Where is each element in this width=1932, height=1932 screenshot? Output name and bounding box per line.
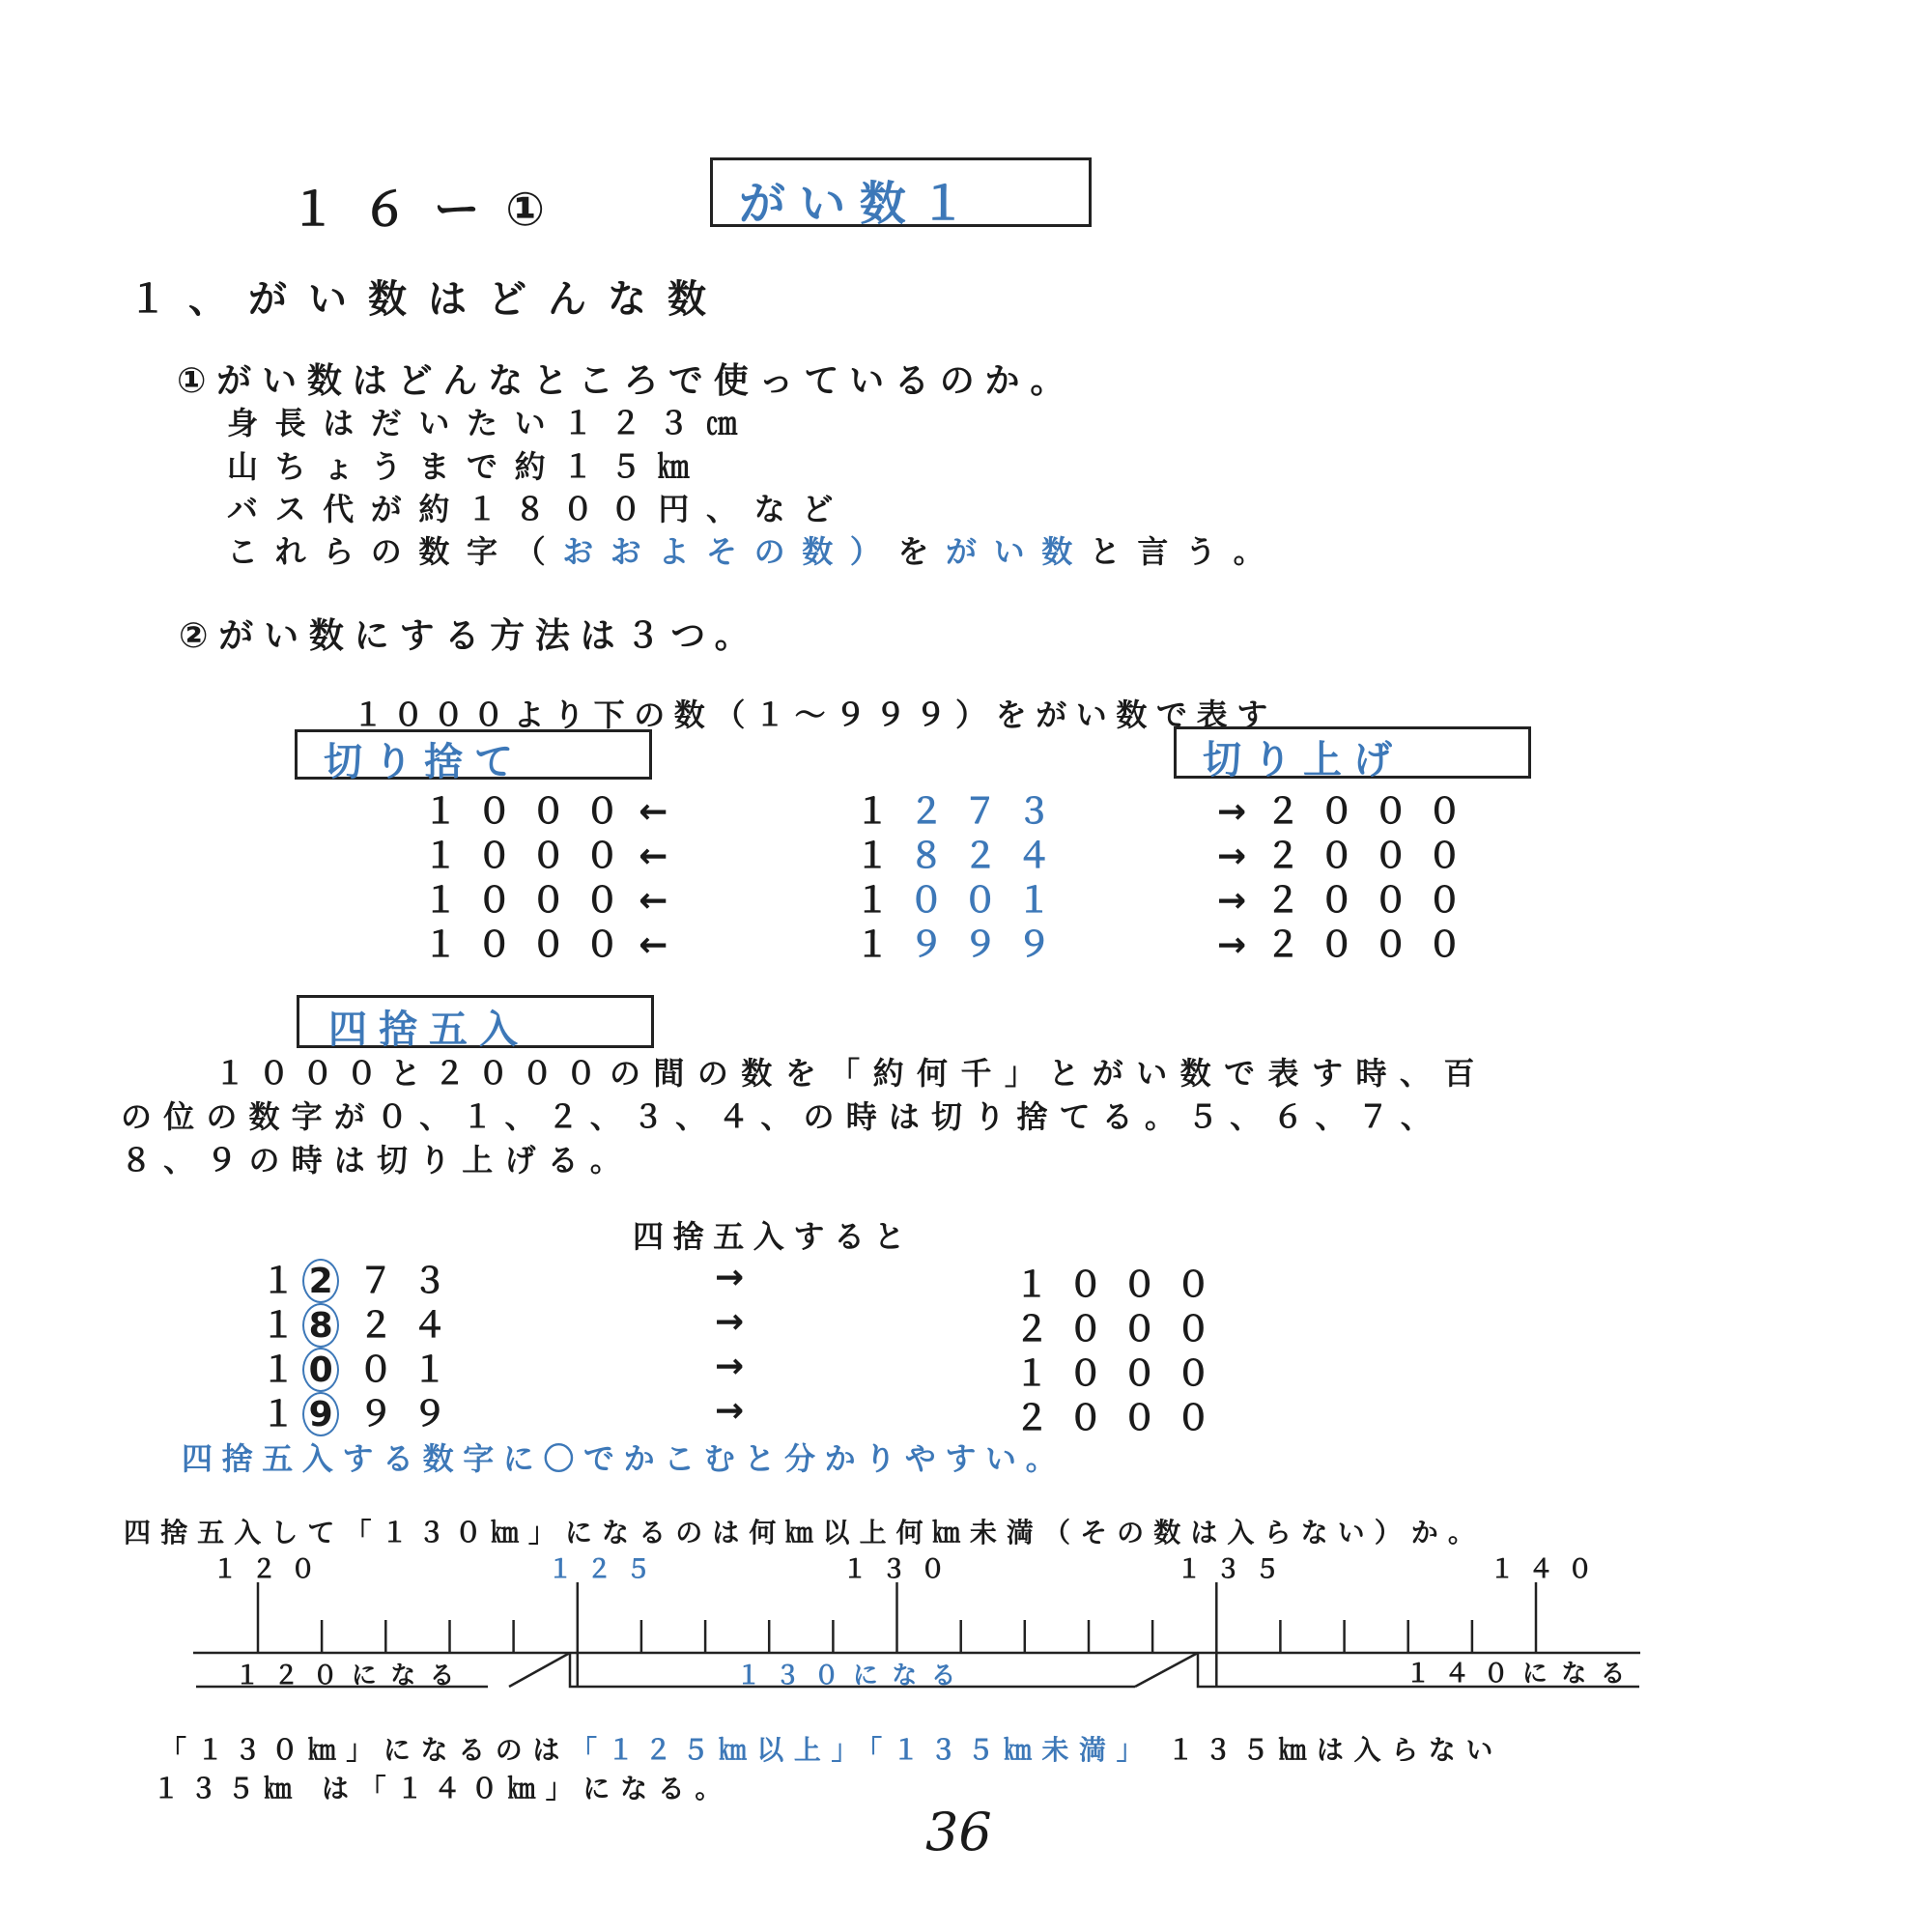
tick-label-140: １４０ bbox=[1490, 1555, 1606, 1584]
tick-label-135: １３５ bbox=[1177, 1555, 1293, 1584]
circled-digit: 2 bbox=[302, 1259, 339, 1303]
circled-digit: 8 bbox=[302, 1303, 339, 1348]
numberline-question: 四捨五入して「１３０㎞」になるのは何㎞以上何㎞未満（その数は入らない）か。 bbox=[124, 1517, 1485, 1548]
round-down-result: １０００← bbox=[423, 881, 688, 921]
rounding-paragraph-1: １０００と２０００の間の数を「約何千」とがい数で表す時、百 bbox=[214, 1055, 1488, 1092]
method-number-rest: ９９９ bbox=[908, 925, 1071, 965]
tick-label-130: １３０ bbox=[842, 1555, 959, 1584]
rounding-tip: 四捨五入する数字に〇でかこむと分かりやすい。 bbox=[182, 1440, 1066, 1477]
rounding-number-first: １ bbox=[261, 1395, 303, 1435]
example-bus: バス代が約１８００円、など bbox=[227, 491, 850, 527]
round-down-result: １０００← bbox=[423, 792, 688, 832]
section-heading: １、がい数はどんな数 bbox=[128, 277, 727, 322]
rounding-arrow: → bbox=[715, 1347, 745, 1386]
rounding-number-rest: ０１ bbox=[358, 1350, 467, 1390]
question-2: ②がい数にする方法は３つ。 bbox=[179, 616, 760, 656]
round-down-result: １０００← bbox=[423, 837, 688, 876]
rounding-paragraph-3: ８、９の時は切り上げる。 bbox=[121, 1142, 633, 1179]
rounding-sub-heading: 四捨五入すると bbox=[633, 1218, 915, 1255]
method-number-rest: ００１ bbox=[908, 881, 1071, 921]
rounding-arrow: → bbox=[715, 1391, 745, 1431]
definition-gaisu: がい数 bbox=[946, 533, 1090, 570]
round-up-result: →２０００ bbox=[1217, 925, 1482, 965]
range-boundary-slash-1 bbox=[509, 1653, 570, 1687]
conclusion-line-2: １３５㎞ は「１４０㎞」になる。 bbox=[153, 1773, 732, 1804]
range-label-130: １３０になる bbox=[736, 1662, 970, 1690]
methods-caption: １０００より下の数（１～９９９）をがい数で表す bbox=[353, 696, 1277, 733]
unit-number: １６ー① bbox=[290, 183, 571, 237]
rounding-number-rest: ２４ bbox=[358, 1306, 467, 1346]
conclusion-text-1: 「１３０㎞」になるのは bbox=[159, 1734, 571, 1766]
conclusion-text-2: １３５㎞は入らない bbox=[1167, 1734, 1504, 1766]
rounding-arrow: → bbox=[715, 1302, 745, 1342]
round-up-result: →２０００ bbox=[1217, 792, 1482, 832]
rounding-result: １０００ bbox=[1014, 1354, 1231, 1394]
rounding-number-first: １ bbox=[261, 1350, 303, 1390]
rounding-number-first: １ bbox=[261, 1262, 303, 1301]
rounding-paragraph-2: の位の数字が０、１、２、３、４、の時は切り捨てる。５、６、７、 bbox=[121, 1098, 1443, 1135]
method-number-first: １ bbox=[855, 792, 909, 832]
page-title: がい数１ bbox=[739, 177, 980, 231]
definition-text-3: と言う。 bbox=[1089, 533, 1282, 570]
rounding-result: ２０００ bbox=[1014, 1310, 1231, 1350]
rounding-number-rest: ７３ bbox=[358, 1262, 467, 1301]
conclusion-range: 「１２５㎞以上」「１３５㎞未満」 bbox=[570, 1734, 1154, 1766]
definition-rough-number: おおよその数） bbox=[562, 533, 898, 570]
example-height: 身長はだいたい１２３㎝ bbox=[227, 405, 754, 441]
range-label-140: １４０になる bbox=[1406, 1660, 1639, 1689]
round-down-result: １０００← bbox=[423, 925, 688, 965]
method-number-rest: ８２４ bbox=[908, 837, 1071, 876]
circled-digit: 0 bbox=[302, 1348, 339, 1392]
rounding-result: ２０００ bbox=[1014, 1399, 1231, 1438]
range-boundary-slash-2 bbox=[1135, 1653, 1198, 1687]
page-number: 36 bbox=[925, 1802, 992, 1862]
rounding-number-first: １ bbox=[261, 1306, 303, 1346]
rounding-result: １０００ bbox=[1014, 1265, 1231, 1305]
circled-digit: 9 bbox=[302, 1392, 339, 1436]
method-number-first: １ bbox=[855, 837, 909, 876]
round-up-result: →２０００ bbox=[1217, 881, 1482, 921]
rounding-number-rest: ９９ bbox=[358, 1395, 467, 1435]
round-down-label: 切り捨て bbox=[324, 740, 525, 784]
range-label-120: １２０になる bbox=[235, 1662, 469, 1690]
definition-text-2: を bbox=[897, 533, 947, 570]
method-number-first: １ bbox=[855, 925, 909, 965]
conclusion-line-1 bbox=[159, 1729, 1503, 1768]
example-mountain: 山ちょうまで約１５㎞ bbox=[227, 448, 707, 485]
round-up-result: →２０００ bbox=[1217, 837, 1482, 876]
tick-label-120: １２０ bbox=[213, 1555, 329, 1584]
rounding-arrow: → bbox=[715, 1258, 745, 1297]
method-number-first: １ bbox=[855, 881, 909, 921]
method-number-rest: ２７３ bbox=[908, 792, 1071, 832]
rounding-label: 四捨五入 bbox=[328, 1008, 529, 1052]
question-1: ①がい数はどんなところで使っているのか。 bbox=[177, 361, 1076, 401]
definition-text-1: これらの数字（ bbox=[227, 533, 563, 570]
tick-label-125: １２５ bbox=[548, 1555, 665, 1584]
round-up-label: 切り上げ bbox=[1203, 738, 1404, 782]
